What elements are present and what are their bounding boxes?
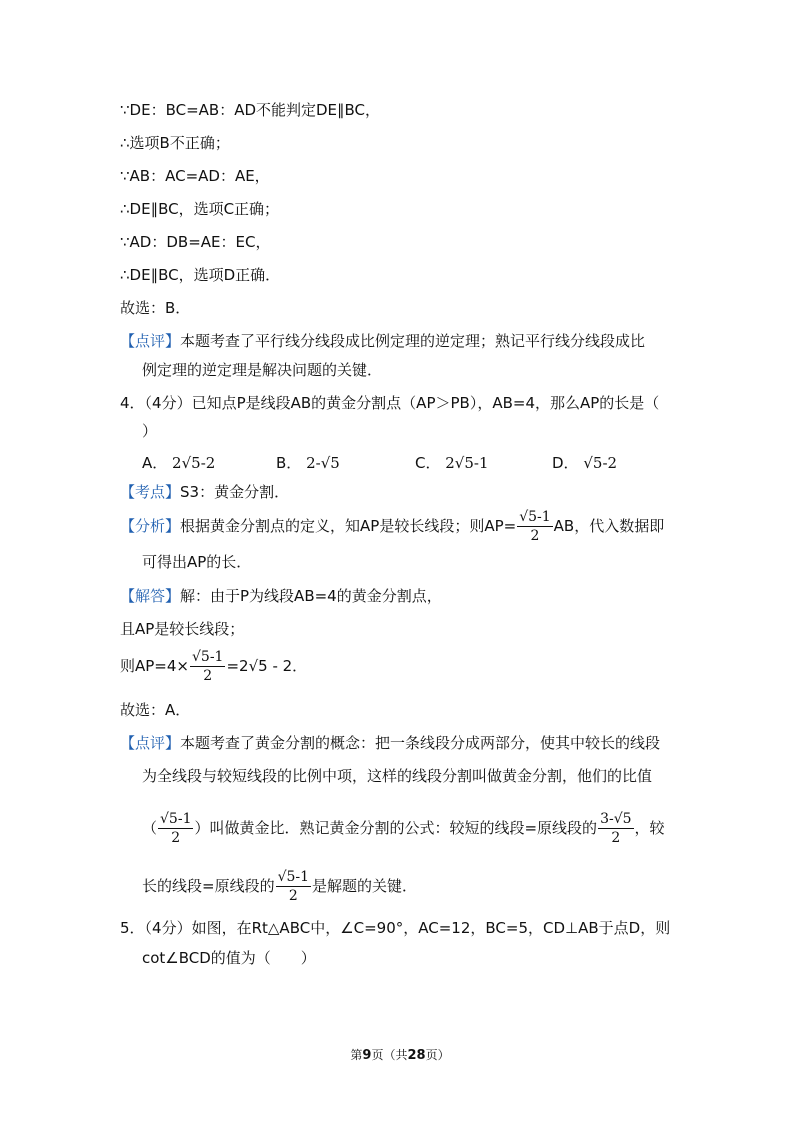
review-text: 本题考查了平行线分线段成比例定理的逆定理；熟记平行线分线段成比 bbox=[180, 332, 646, 350]
page-footer bbox=[0, 1046, 800, 1063]
review-text: 是解题的关键． bbox=[312, 877, 418, 895]
text-line: ∴DE∥BC，选项C正确； bbox=[120, 200, 280, 218]
jieda-line: 故选：A． bbox=[120, 701, 191, 719]
fraction-numerator: √5-1 bbox=[192, 649, 224, 665]
option-math: 2√5-1 bbox=[445, 454, 489, 472]
text-line: ∵AD：DB=AE：EC， bbox=[120, 233, 271, 251]
review-text: 长的线段=原线段的 bbox=[142, 877, 275, 895]
fenxi-line bbox=[120, 508, 664, 545]
option-a bbox=[142, 453, 215, 473]
jieda-line: 且AP是较长线段； bbox=[120, 620, 245, 638]
fenxi-text: AB，代入数据即 bbox=[553, 517, 665, 535]
fraction-denominator: 2 bbox=[288, 888, 298, 904]
option-c bbox=[415, 453, 489, 473]
review-text: 本题考查了黄金分割的概念：把一条线段分成两部分，使其中较长的线段 bbox=[180, 734, 661, 752]
option-b bbox=[276, 453, 340, 473]
question-4-stem-cont: ） bbox=[142, 422, 158, 440]
kaodian-tag: 【考点】 bbox=[120, 483, 181, 501]
fraction-denominator: 2 bbox=[171, 830, 181, 846]
option-label: C． bbox=[415, 454, 441, 472]
review-tag: 【点评】 bbox=[120, 332, 181, 350]
text-line: ∴DE∥BC，选项D正确． bbox=[120, 266, 281, 284]
fraction-denominator: 2 bbox=[611, 830, 621, 846]
text-line: ∴选项B不正确； bbox=[120, 134, 230, 152]
fraction-numerator: √5-1 bbox=[519, 509, 551, 525]
page-total: 28 bbox=[407, 1048, 426, 1063]
review-paragraph-cont: 为全线段与较短线段的比例中项，这样的线段分割叫做黄金分割，他们的比值 bbox=[142, 767, 653, 785]
fenxi-text: 根据黄金分割点的定义，知AP是较长线段；则AP= bbox=[180, 517, 517, 535]
fraction bbox=[598, 810, 633, 847]
kaodian-line bbox=[120, 482, 289, 502]
text-line: ∵DE：BC=AB：AD不能判定DE∥BC， bbox=[120, 101, 381, 119]
fraction-numerator: √5-1 bbox=[277, 869, 310, 885]
fraction bbox=[190, 648, 225, 685]
question-5-stem-cont: cot∠BCD的值为（ ） bbox=[142, 949, 316, 967]
review-paragraph bbox=[120, 733, 660, 753]
review-paragraph bbox=[120, 331, 645, 351]
option-d bbox=[552, 453, 617, 473]
fenxi-line-cont: 可得出AP的长． bbox=[142, 553, 252, 571]
footer-text: 第 bbox=[350, 1048, 363, 1062]
option-math: 2-√5 bbox=[306, 454, 340, 472]
fenxi-tag: 【分析】 bbox=[120, 517, 181, 535]
fraction-denominator: 2 bbox=[203, 668, 213, 684]
fraction bbox=[276, 868, 311, 905]
fraction-numerator: √5-1 bbox=[160, 811, 192, 827]
fraction-numerator: 3-√5 bbox=[600, 811, 632, 827]
review-paragraph-cont: 例定理的逆定理是解决问题的关键． bbox=[142, 361, 383, 379]
review-paragraph-cont bbox=[142, 810, 665, 847]
fraction bbox=[517, 508, 552, 545]
review-text: ）叫做黄金比．熟记黄金分割的公式：较短的线段=原线段的 bbox=[194, 819, 598, 837]
option-label: B． bbox=[276, 454, 302, 472]
page-number: 9 bbox=[362, 1048, 372, 1063]
review-tag: 【点评】 bbox=[120, 734, 181, 752]
option-math: 2√5-2 bbox=[172, 454, 216, 472]
review-text: （ bbox=[142, 819, 158, 837]
review-paragraph-cont bbox=[142, 868, 417, 905]
jieda-text: 解：由于P为线段AB=4的黄金分割点， bbox=[180, 587, 442, 605]
fraction-denominator: 2 bbox=[530, 528, 540, 544]
fraction bbox=[158, 810, 193, 847]
option-math: √5-2 bbox=[583, 454, 618, 472]
text-line: ∵AB：AC=AD：AE， bbox=[120, 167, 270, 185]
kaodian-text: S3：黄金分割． bbox=[180, 483, 290, 501]
footer-text: 页） bbox=[425, 1048, 450, 1062]
jieda-tag: 【解答】 bbox=[120, 587, 181, 605]
option-label: D． bbox=[552, 454, 579, 472]
review-text: ，较 bbox=[634, 819, 665, 837]
calc-text: 则AP=4× bbox=[120, 657, 189, 675]
calc-text: =2√5 - 2． bbox=[226, 657, 308, 675]
option-label: A． bbox=[142, 454, 168, 472]
jieda-line bbox=[120, 586, 442, 606]
question-4-stem: 4．（4分）已知点P是线段AB的黄金分割点（AP＞PB），AB=4，那么AP的长是（ bbox=[120, 394, 660, 412]
text-line: 故选：B． bbox=[120, 299, 191, 317]
question-5-stem: 5．（4分）如图，在Rt△ABC中，∠C=90°，AC=12，BC=5，CD⊥AB于点D，则 bbox=[120, 919, 671, 937]
jieda-calc bbox=[120, 648, 307, 685]
footer-text: 页（共 bbox=[371, 1048, 408, 1062]
